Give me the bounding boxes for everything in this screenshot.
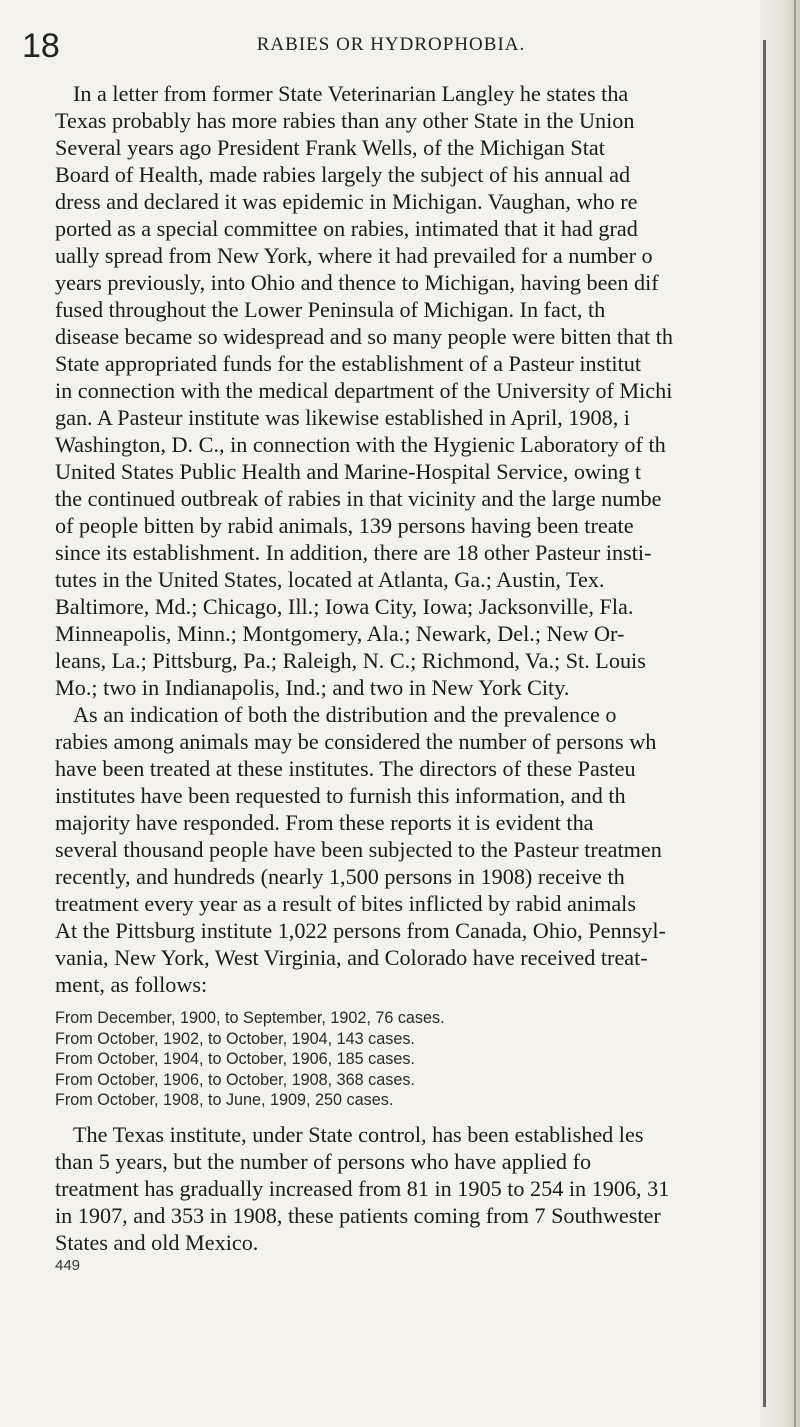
page-edge-rule — [763, 40, 766, 1407]
page-edge-rule — [794, 0, 796, 1427]
case-list-item: From October, 1906, to October, 1908, 368 cases. — [55, 1070, 415, 1089]
text-line: States and old Mexico. — [55, 1229, 259, 1255]
text-line: State appropriated funds for the establishment of a Pasteur institut — [55, 351, 641, 376]
text-line: since its establishment. In addition, there are 18 other Pasteur insti- — [55, 540, 652, 565]
text-line: Washington, D. C., in connection with the Hygienic Laboratory of th — [55, 432, 666, 457]
running-head: RABIES OR HYDROPHOBIA. — [256, 34, 526, 55]
text-line: disease became so widespread and so many people were bitten that th — [55, 324, 673, 349]
text-line: Several years ago President Frank Wells, of the Michigan Stat — [55, 135, 605, 160]
text-line: the continued outbreak of rabies in that vicinity and the large numbe — [55, 486, 662, 511]
paragraph-3 — [55, 1121, 760, 1256]
text-line: in 1907, and 353 in 1908, these patients coming from 7 Southwester — [55, 1202, 661, 1228]
body-text — [55, 80, 760, 1276]
paragraph-2 — [55, 701, 760, 998]
text-line: Board of Health, made rabies largely the subject of his annual ad — [55, 162, 631, 187]
case-list-item: From December, 1900, to September, 1902, 76 cases. — [55, 1009, 445, 1027]
text-line: In a letter from former State Veterinarian Langley he states tha — [73, 81, 629, 106]
adjacent-page-edge — [760, 0, 800, 1427]
text-line: At the Pittsburg institute 1,022 persons from Canada, Ohio, Pennsyl- — [55, 918, 666, 943]
text-line: tutes in the United States, located at Atlanta, Ga.; Austin, Tex. — [55, 567, 605, 592]
text-line: ually spread from New York, where it had prevailed for a number o — [55, 243, 653, 268]
text-line: in connection with the medical department of the University of Michi — [55, 378, 673, 403]
text-line: majority have responded. From these reports it is evident tha — [55, 810, 594, 835]
text-line: Baltimore, Md.; Chicago, Ill.; Iowa City, Iowa; Jacksonville, Fla. — [55, 594, 634, 619]
case-list-item: From October, 1908, to June, 1909, 250 cases. — [55, 1091, 394, 1109]
paragraph-1 — [55, 80, 760, 701]
text-line: fused throughout the Lower Peninsula of Michigan. In fact, th — [55, 297, 606, 322]
text-line: of people bitten by rabid animals, 139 persons having been treate — [55, 513, 634, 538]
text-line: The Texas institute, under State control, has been established les — [73, 1121, 644, 1147]
text-line: several thousand people have been subjected to the Pasteur treatmen — [55, 837, 662, 862]
text-line: gan. A Pasteur institute was likewise established in April, 1908, i — [55, 405, 630, 430]
case-list — [55, 1008, 760, 1111]
folio-number: 449 — [55, 1256, 81, 1274]
text-line: leans, La.; Pittsburg, Pa.; Raleigh, N. C.; Richmond, Va.; St. Louis — [55, 648, 646, 673]
text-line: recently, and hundreds (nearly 1,500 persons in 1908) receive th — [55, 864, 625, 889]
text-line: treatment every year as a result of bites inflicted by rabid animals — [55, 891, 636, 916]
text-line: rabies among animals may be considered the number of persons wh — [55, 729, 657, 754]
text-line: have been treated at these institutes. The directors of these Pasteu — [55, 756, 636, 781]
text-line: ment, as follows: — [55, 972, 208, 997]
text-line: treatment has gradually increased from 81 in 1905 to 254 in 1906, 31 — [55, 1175, 670, 1201]
case-list-item: From October, 1904, to October, 1906, 185 cases. — [55, 1050, 415, 1068]
text-line: than 5 years, but the number of persons who have applied fo — [55, 1148, 592, 1174]
text-line: United States Public Health and Marine-Hospital Service, owing t — [55, 459, 641, 484]
text-line: institutes have been requested to furnish this information, and th — [55, 783, 626, 808]
text-line: ported as a special committee on rabies, intimated that it had grad — [55, 216, 638, 241]
text-line: Mo.; two in Indianapolis, Ind.; and two in New York City. — [55, 675, 570, 700]
text-line: years previously, into Ohio and thence to Michigan, having been dif — [55, 270, 659, 295]
text-line: vania, New York, West Virginia, and Colorado have received treat- — [55, 945, 648, 970]
case-list-item: From October, 1902, to October, 1904, 143 cases. — [55, 1029, 415, 1048]
text-line: Texas probably has more rabies than any other State in the Union — [55, 108, 635, 133]
text-line: dress and declared it was epidemic in Michigan. Vaughan, who re — [55, 189, 638, 214]
page-number: 18 — [22, 27, 60, 65]
page-header — [22, 26, 760, 66]
text-line: Minneapolis, Minn.; Montgomery, Ala.; Newark, Del.; New Or- — [55, 621, 625, 646]
text-line: As an indication of both the distribution and the prevalence o — [73, 702, 617, 727]
